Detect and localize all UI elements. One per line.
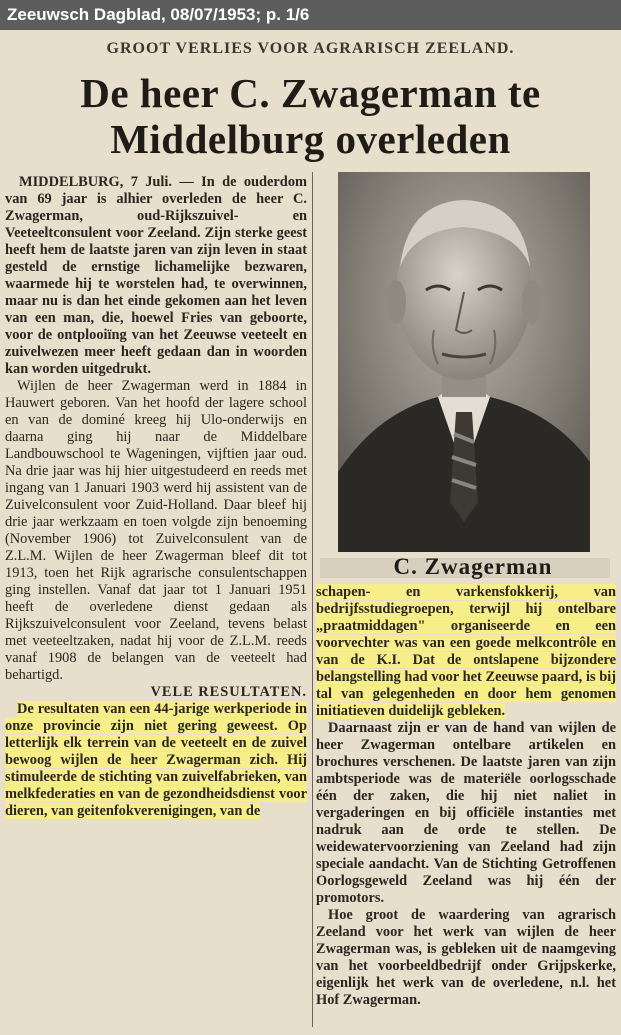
- highlighted-text: De resultaten van een 44-jarige werkperiode in onze provincie zijn niet gering geweest. Op letterlijk elk terrein van de veeteelt en de zuivel bewoog wijlen de heer Zwagerman zich. Hij stimuleerde de stichting van zuivelfabrieken, van melkfederaties en van de gezondheidsdienst voor dieren, van geitenfokverenigingen, van de: [5, 701, 307, 819]
- body-paragraph-biography: Wijlen de heer Zwagerman werd in 1884 in Hauwert geboren. Van het hoofd der lagere school en van de dominé kreeg hij Ulo-onderwijs en daarna ging hij naar de Middelbare Landbouwschool te Wageningen, vijftien jaar oud. Na drie jaar was hij hier uitgestudeerd en reeds met ingang van 1 Januari 1903 werd hij assistent van de Zuivelconsulent voor Zuid-Holland. Daar bleef hij drie jaar werkzaam en toen volgde zijn benoeming (November 1906) tot Zuivelconsulent van de Z.L.M. Wijlen de heer Zwagerman bleef dit tot 1913, toen het Rijk agrarische consulentschappen ging instellen. Vanaf dat jaar tot 1 Januari 1951 heeft de overledene dienst gedaan als Rijkszuivelconsulent voor Zeeland, tevens belast met veeteeltzaken, nadat hij voor de Z.L.M. reeds vanaf 1908 de belangen van de veeteelt had behartigd.: [5, 378, 307, 683]
- portrait-photo: [338, 172, 590, 552]
- kicker-heading: GROOT VERLIES VOOR AGRARISCH ZEELAND.: [106, 40, 515, 57]
- highlighted-text-continued: schapen- en varkensfokkerij, van bedrijfsstudiegroepen, terwijl hij ontelbare „praatmiddagen" organiseerde en een voorvechter was van een goede melkcontrôle en van de K.I. Dat de ontslapene bijzondere belangstelling had voor het Zeeuwse paard, is bij tal van gelegenheden en door hem genomen initiatieven duidelijk gebleken.: [316, 584, 616, 719]
- body-paragraph-continued: [316, 584, 616, 720]
- left-column: [5, 174, 307, 820]
- subhead-vele-resultaten: VELE RESULTATEN.: [150, 684, 307, 700]
- dateline: MIDDELBURG, 7 Juli. —: [19, 174, 194, 190]
- body-paragraph-resultaten: [5, 701, 307, 820]
- column-divider: [312, 172, 313, 1027]
- headline: [4, 70, 617, 162]
- photo-caption: C. Zwagerman: [393, 554, 553, 579]
- portrait-image: [338, 172, 590, 552]
- body-paragraph-artikelen: Daarnaast zijn er van de hand van wijlen de heer Zwagerman ontelbare artikelen en brochures verschenen. De laatste jaren van zijn ambtsperiode was de materiële oorlogsschade één der zaken, die hij niet naliet in vergaderingen en bij officiële instanties met nadruk aan de orde te stellen. De weidewatervoorziening van Zeeland had zijn speciale aandacht. Van de Stichting Getroffenen Oorlogsgeweld Zeeland was hij één der promotors.: [316, 720, 616, 906]
- body-paragraph-waardering: Hoe groot de waardering van agrarisch Zeeland voor het werk van wijlen de heer Zwagerman was, is gebleken uit de naamgeving van het voorbeeldbedrijf onder Grijpskerke, eigenlijk het werk van de overledene, n.l. het Hof Zwagerman.: [316, 907, 616, 1008]
- lead-text: In de ouderdom van 69 jaar is alhier overleden de heer C. Zwagerman, oud-Rijkszuivel- en Veeteeltconsulent voor Zeeland. Zijn sterke geest heeft hem de laatste jaren van zijn leven in staat gesteld de ernstige lichamelijke bezwaren, waarmede hij te worstelen had, te overwinnen, maar nu is dan het einde gekomen aan het leven van een man, die, hoewel Fries van geboorte, voor de ontplooiïng van het Zeeuwse veeteelt en zuivelwezen meer heeft gedaan dan in woorden kan worden uitgedrukt.: [5, 174, 307, 377]
- lead-paragraph: [5, 174, 307, 378]
- source-bar: Zeeuwsch Dagblad, 08/07/1953; p. 1/6: [0, 0, 621, 30]
- headline-line-1: De heer C. Zwagerman te: [80, 70, 541, 116]
- right-column: [316, 584, 616, 1009]
- headline-line-2: Middelburg overleden: [110, 116, 511, 162]
